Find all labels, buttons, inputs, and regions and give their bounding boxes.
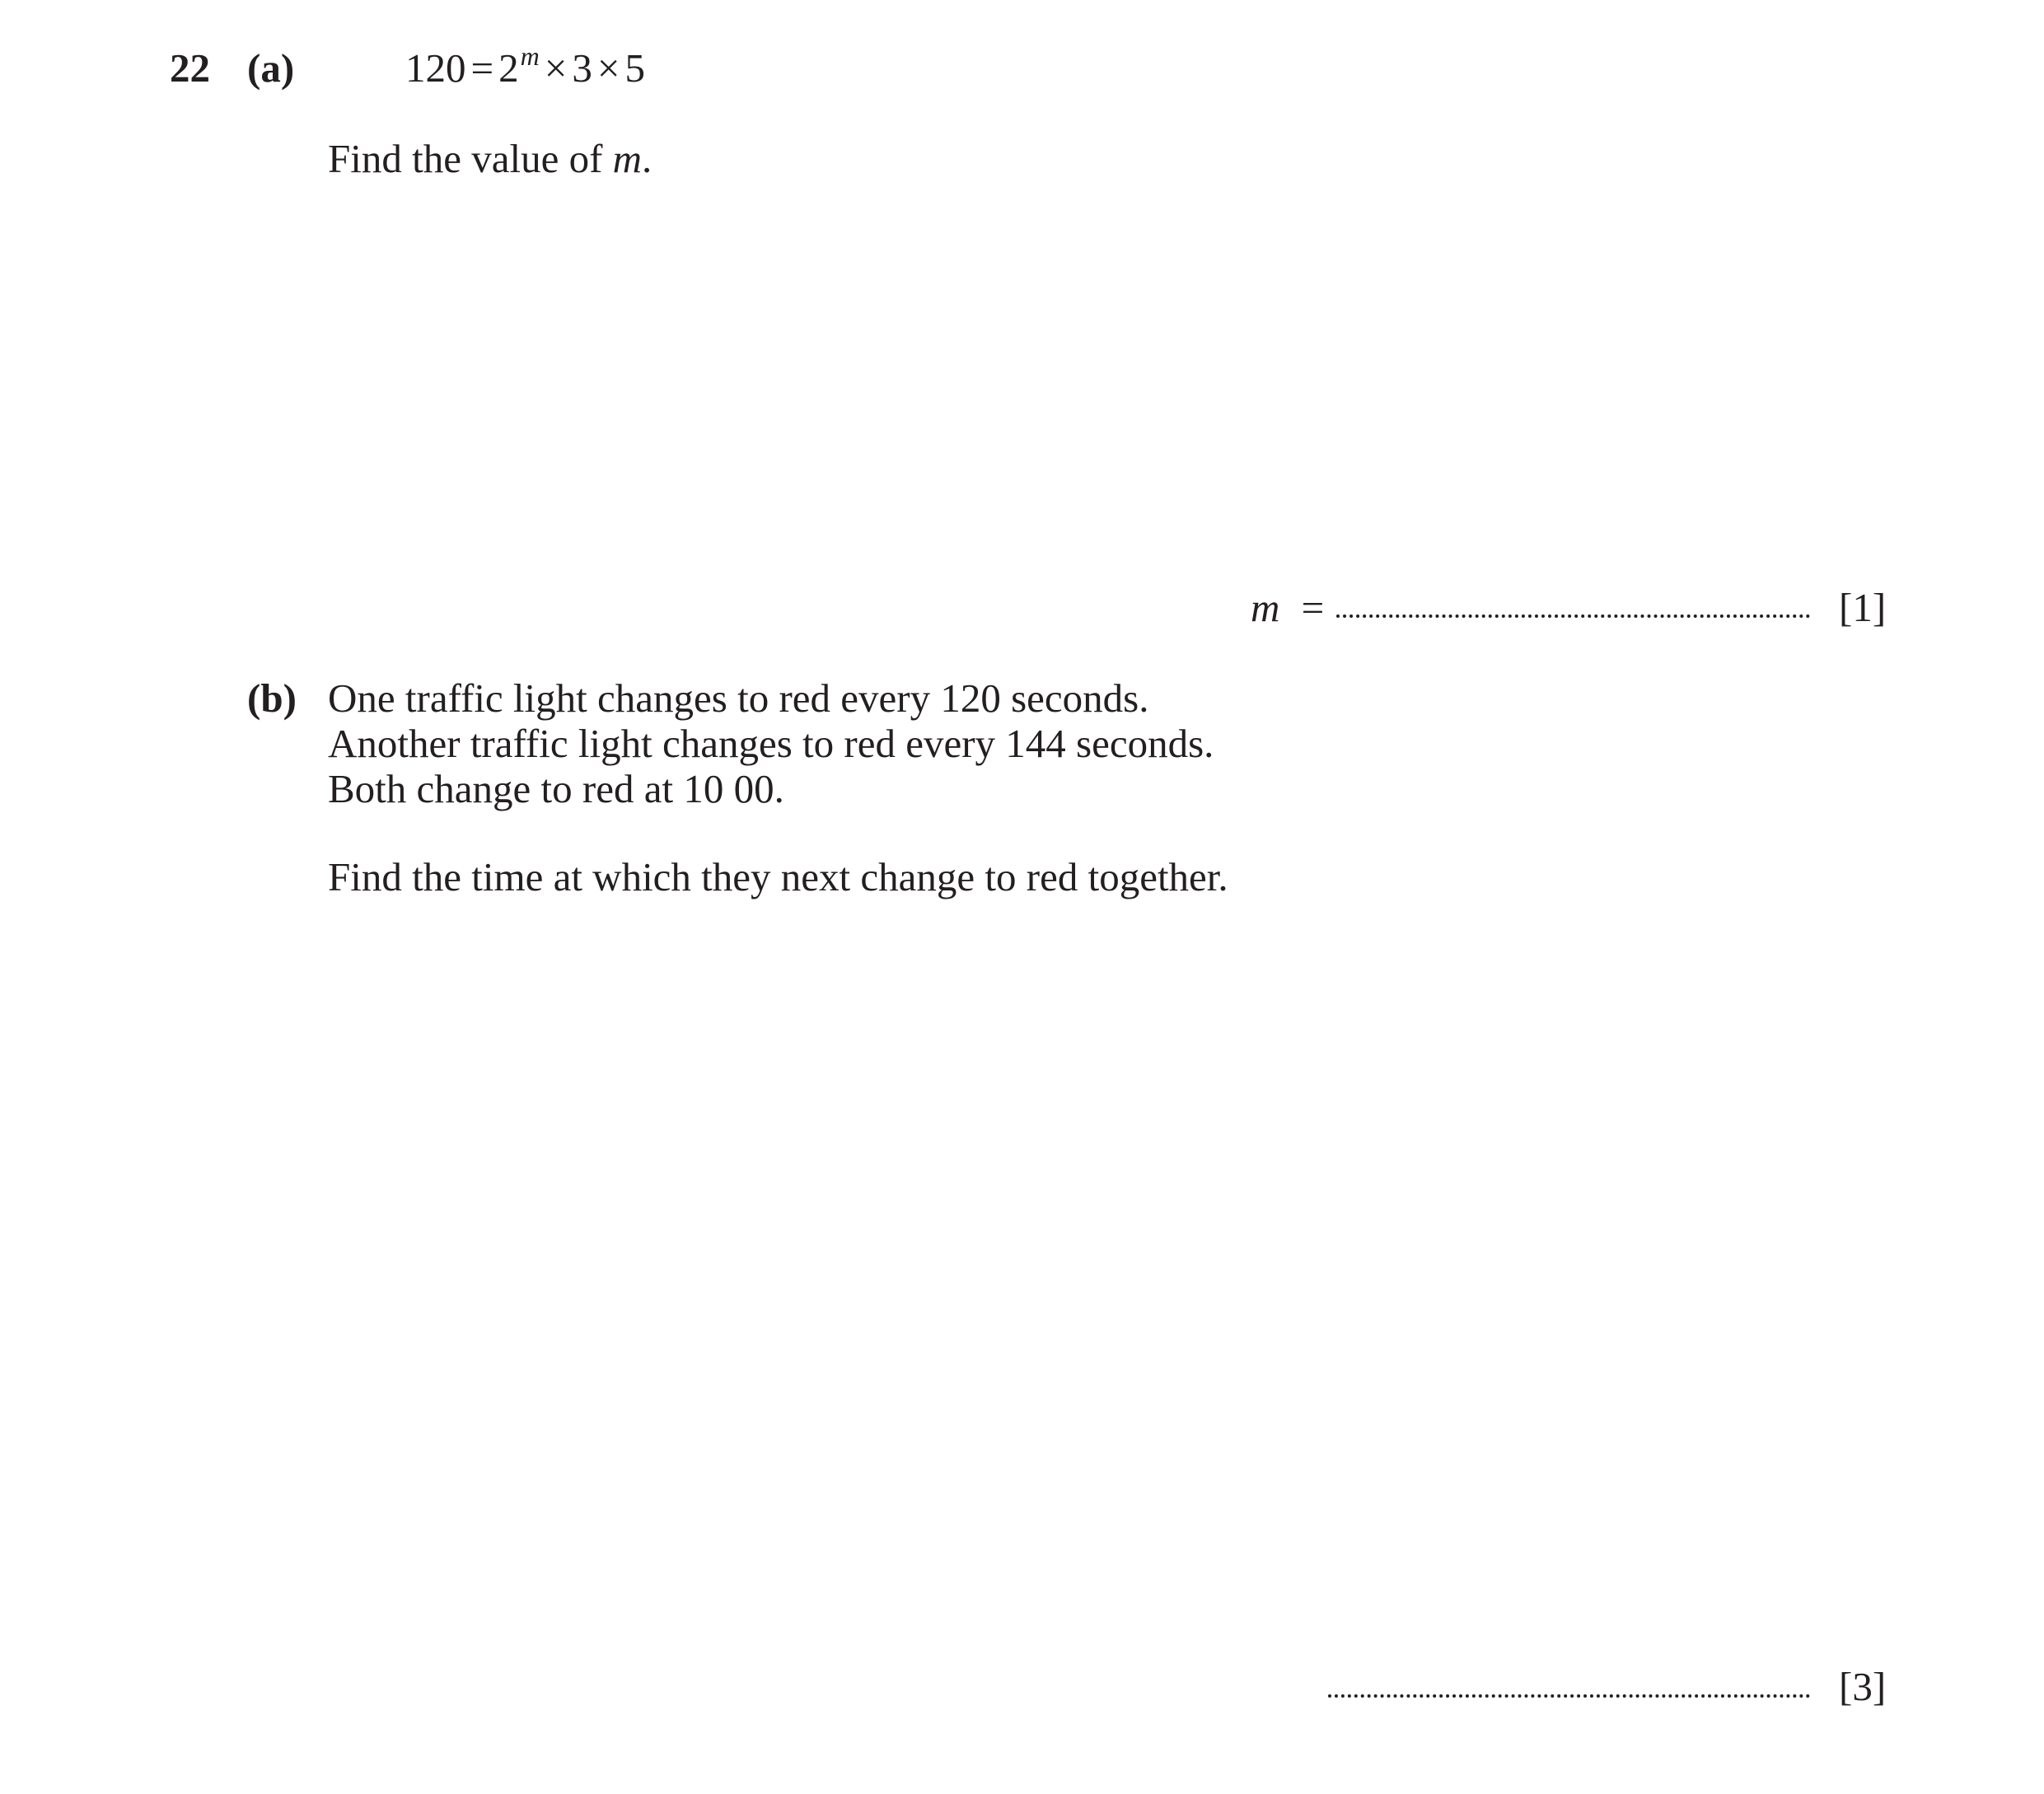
equation-times-1: ×	[544, 45, 568, 91]
part-b-marks: [3]	[1839, 1664, 1887, 1709]
part-a-prompt	[328, 138, 652, 179]
equation-factor-3: 5	[624, 45, 646, 91]
part-a-prompt-var: m	[612, 136, 643, 181]
part-b-label: (b)	[247, 675, 297, 721]
equation-base: 2	[498, 45, 519, 91]
part-a-label: (a)	[247, 45, 295, 91]
question-number: 22	[170, 45, 210, 91]
part-b-prompt: Find the time at which they next change to red together.	[328, 854, 1228, 899]
part-b-line-3: Both change to red at 10 00.	[328, 766, 784, 811]
equation-equals: =	[470, 45, 494, 91]
answer-equals: =	[1301, 585, 1325, 630]
part-a-prompt-end: .	[642, 136, 652, 181]
part-a-prompt-text: Find the value of	[328, 136, 613, 181]
equation-lhs: 120	[405, 45, 466, 91]
equation-exponent: m	[520, 41, 540, 71]
part-a-marks: [1]	[1839, 585, 1887, 630]
equation-factor-2: 3	[572, 45, 592, 91]
part-a-equation	[405, 41, 646, 91]
part-b-line-1: One traffic light changes to red every 120 seconds.	[328, 675, 1149, 721]
part-a-answer-label	[1251, 587, 1324, 628]
part-b-answer-line[interactable]	[1328, 1694, 1810, 1698]
part-a-answer-line[interactable]	[1336, 614, 1810, 618]
part-b-line-2: Another traffic light changes to red every 144 seconds.	[328, 721, 1214, 766]
answer-var: m	[1251, 585, 1280, 630]
equation-times-2: ×	[596, 45, 620, 91]
